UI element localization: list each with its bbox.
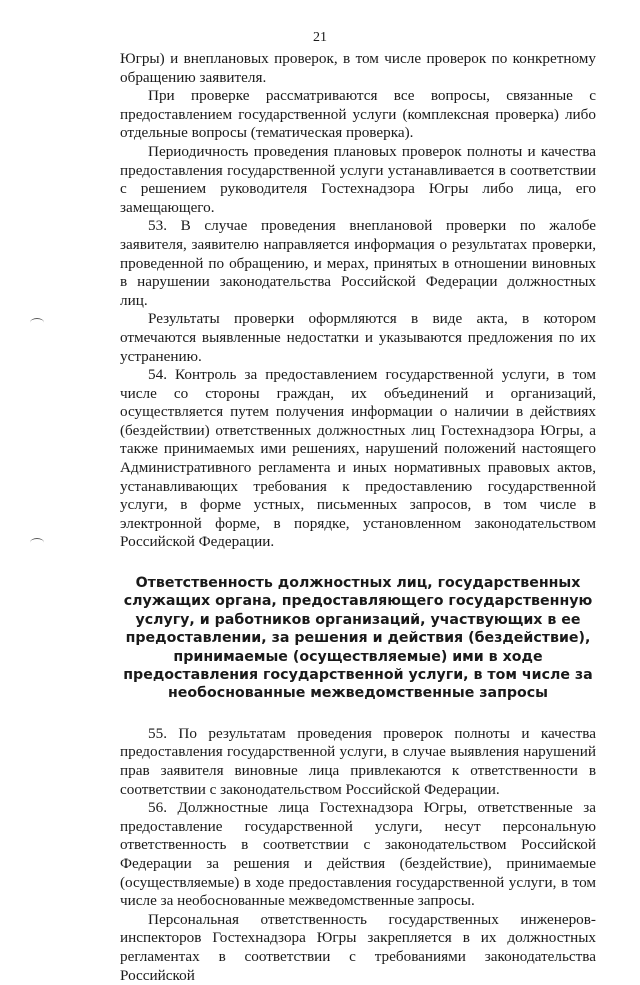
paragraph: 55. По результатам проведения проверок полноты и качества предоставления государственной услуги, в случае выявления нарушений прав заявителя виновные лица привлекаются к ответственности в соответствии с законодательством Российской Федерации.: [120, 724, 596, 798]
paragraph: 53. В случае проведения внеплановой проверки по жалобе заявителя, заявителю направляется информация о результатах проверки, проведенной по обращению, и мерах, принятых в отношении виновных в нарушении законодательства Российской Федерации должностных лиц.: [120, 217, 596, 309]
paragraph: 56. Должностные лица Гостехнадзора Югры, ответственные за предоставление государственной услуги, несут персональную ответственность в соответствии с законодательством Российской Федерации за решения и действия (бездействие), принимаемые (осуществляемые) в ходе предоставления государственной услуги, в том числе за необоснованные межведомственные запросы.: [120, 799, 596, 910]
top-paragraphs: [120, 50, 596, 552]
document-body: [120, 50, 596, 985]
section-heading: Ответственность должностных лиц, государственных служащих органа, предоставляющего государственную услугу, и работников организаций, участвующих в ее предоставлении, за решения и действия (бездействие), принимаемые (осуществляемые) ими в ходе предоставления государственной услуги, в том числе за необоснованные межведомственные запросы: [123, 575, 593, 702]
paragraph: При проверке рассматриваются все вопросы, связанные с предоставлением государственной услуги (комплексная проверка) либо отдельные вопросы (тематическая проверка).: [120, 87, 596, 142]
margin-mark: [30, 318, 44, 327]
paragraph: Периодичность проведения плановых проверок полноты и качества предоставления государственной услуги устанавливается в соответствии с решением руководителя Гостехнадзора Югры либо лица, его замещающего.: [120, 142, 596, 216]
page-number: 21: [313, 30, 327, 45]
bottom-paragraphs: [120, 725, 596, 985]
paragraph: Персональная ответственность государственных инженеров-инспекторов Гостехнадзора Югры закрепляется в их должностных регламентах в соответствии с требованиями законодательства Российской: [120, 910, 596, 984]
paragraph: 54. Контроль за предоставлением государственной услуги, в том числе со стороны граждан, их объединений и организаций, осуществляется путем получения информации о наличии в действиях (бездействии) ответственных должностных лиц Гостехнадзора Югры, а также принимаемых ими решениях, нарушений положений настоящего Административного регламента и иных нормативных правовых актов, устанавливающих требования к предоставлению государственной услуги, в форме устных, письменных запросов, в том числе в электронной форме, в порядке, установленном законодательством Российской Федерации.: [120, 366, 596, 551]
margin-mark: [30, 538, 44, 547]
paragraph: Результаты проверки оформляются в виде акта, в котором отмечаются выявленные недостатки и указываются предложения по их устранению.: [120, 310, 596, 365]
paragraph: Югры) и внеплановых проверок, в том числе проверок по конкретному обращению заявителя.: [120, 50, 596, 86]
